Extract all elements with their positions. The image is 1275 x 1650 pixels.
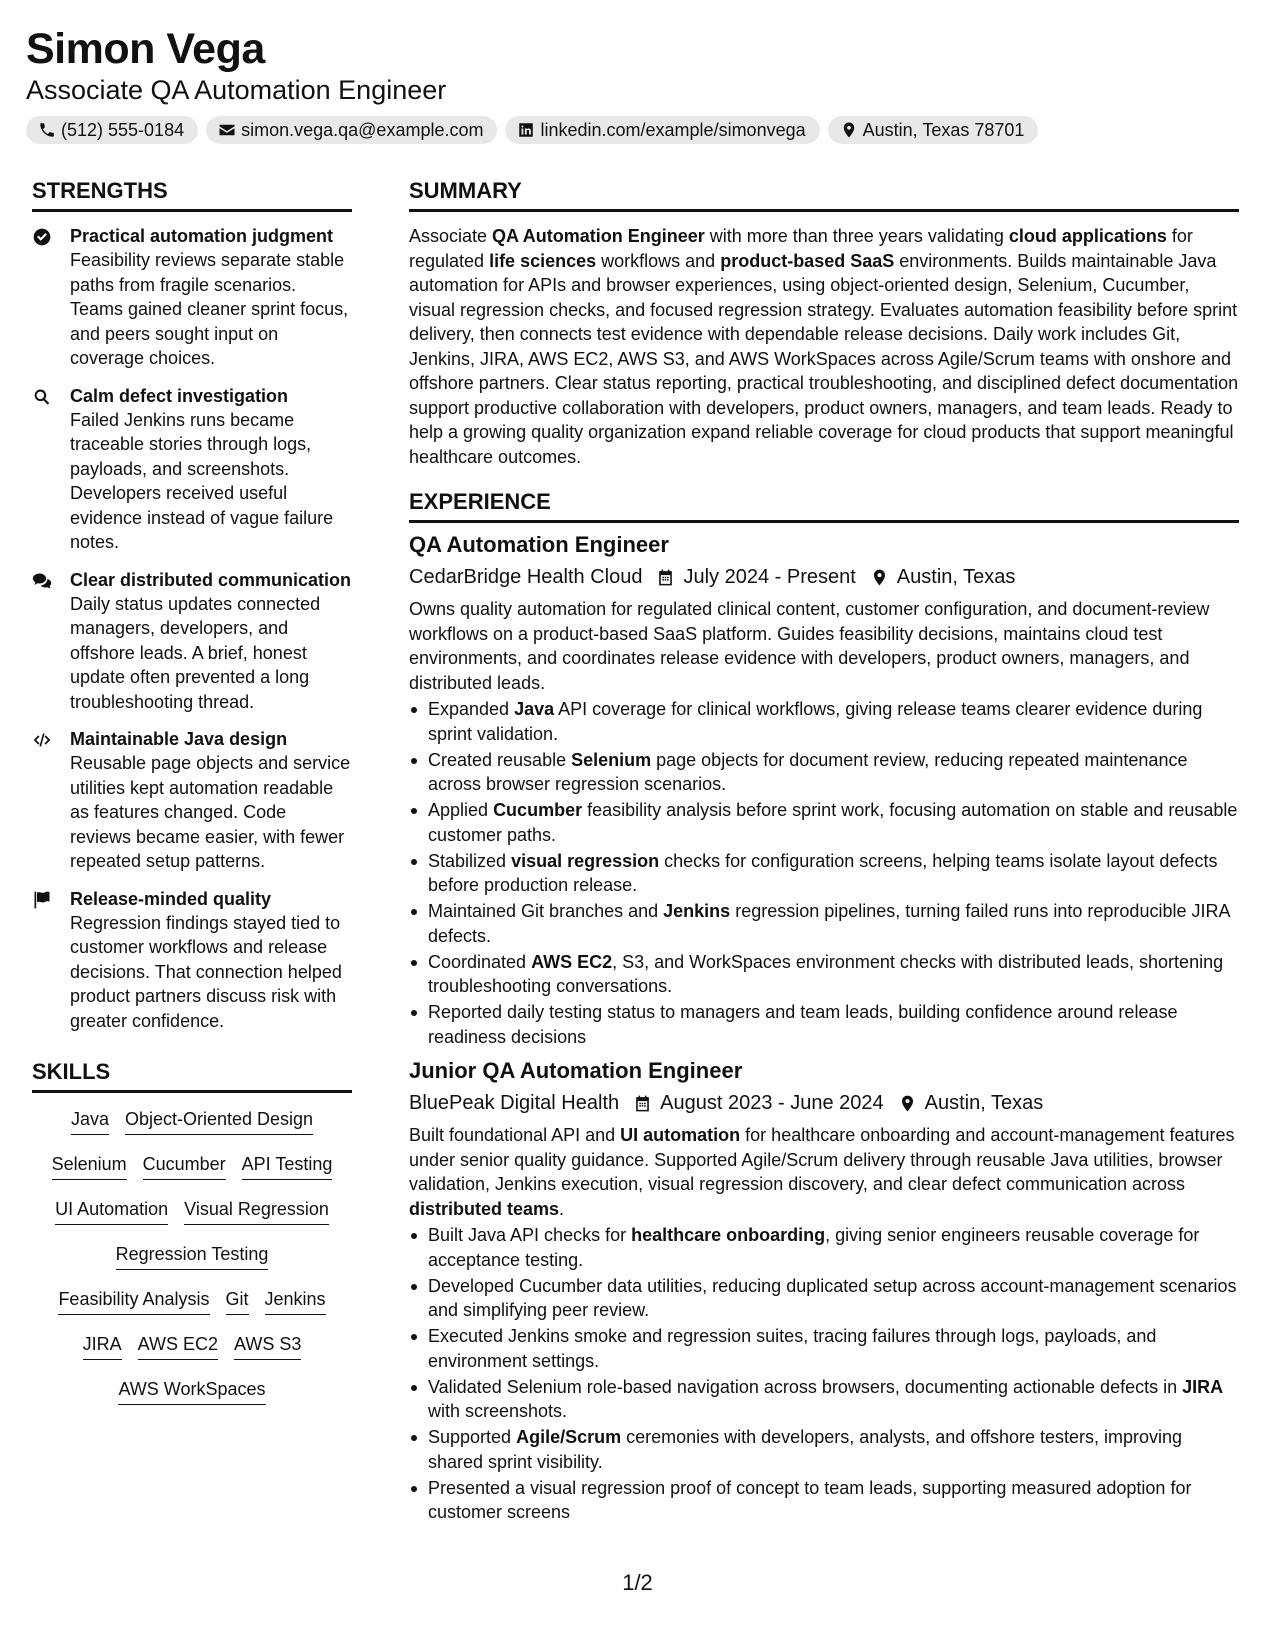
contact-linkedin-text: linkedin.com/example/simonvega — [540, 119, 806, 140]
skill-tag: Regression Testing — [116, 1242, 269, 1270]
job-dates: July 2024 - Present — [683, 566, 856, 588]
job-bullet: Developed Cucumber data utilities, reducing duplicated setup across account-management scenarios and simplifying peer review. — [409, 1274, 1239, 1323]
job-company: CedarBridge Health Cloud — [409, 566, 643, 588]
strength-title: Clear distributed communication — [70, 569, 352, 590]
contact-email[interactable] — [206, 116, 497, 144]
job-entry — [409, 1057, 1239, 1525]
skill-tag: Selenium — [52, 1152, 127, 1180]
experience-heading: EXPERIENCE — [409, 487, 1239, 523]
flag-icon — [32, 890, 52, 910]
skill-tag: Jenkins — [265, 1287, 326, 1315]
envelope-icon — [218, 121, 236, 139]
summary-text: Associate QA Automation Engineer with more than three years validating cloud applications for regulated life sciences workflows and product-based SaaS environments. Builds maintainable Java automation for APIs and browser experiences, using object-oriented design, Selenium, Cucumber, visual regression checks, and focused regression strategy. Evaluates automation feasibility before sprint delivery, then connects test evidence with dependable release decisions. Daily work includes Git, Jenkins, JIRA, AWS EC2, AWS S3, and AWS WorkSpaces across Agile/Scrum teams with onshore and offshore partners. Clear status reporting, practical troubleshooting, and disciplined defect documentation support productive collaboration with developers, product owners, managers, and team leads. Ready to help a growing quality organization expand reliable coverage for cloud products that support meaningful healthcare outcomes. — [409, 226, 1239, 467]
skill-tag: Visual Regression — [184, 1197, 329, 1225]
candidate-name: Simon Vega — [26, 25, 265, 73]
skill-tag: AWS WorkSpaces — [118, 1377, 265, 1405]
skill-row — [32, 1377, 352, 1422]
strength-desc: Reusable page objects and service utilities kept automation readable as features changed. Code reviews became easier, with fewer repeated setup patterns. — [70, 753, 351, 871]
job-location: Austin, Texas — [924, 1092, 1044, 1114]
calendar-icon — [656, 568, 675, 587]
skill-tag: AWS S3 — [234, 1332, 301, 1360]
bold-keyword: visual regression — [511, 850, 660, 871]
strength-desc: Regression findings stayed tied to customer workflows and release decisions. That connection helped product partners discuss risk with greater confidence. — [70, 912, 342, 1031]
search-icon — [32, 387, 52, 407]
linkedin-icon — [517, 121, 535, 139]
check-circle-icon — [32, 227, 52, 247]
strength-desc: Failed Jenkins runs became traceable stories through logs, payloads, and screenshots. Developers received useful evidence instead of vague failure notes. — [70, 409, 334, 552]
bold-keyword: Jenkins — [663, 901, 731, 921]
bold-keyword: product-based SaaS — [720, 250, 895, 271]
bold-keyword: AWS EC2 — [531, 951, 613, 972]
strength-item — [32, 887, 352, 1034]
job-dates: August 2023 - June 2024 — [660, 1092, 884, 1114]
skill-row — [32, 1107, 352, 1152]
right-column — [409, 176, 1239, 1526]
summary-heading: SUMMARY — [409, 176, 1239, 212]
job-description: Owns quality automation for regulated clinical content, customer configuration, and document-review workflows on a product-based SaaS platform. Guides feasibility decisions, maintains cloud test environments, and coordinates release evidence with developers, product owners, managers, and distributed leads. — [409, 599, 1210, 693]
skill-row — [32, 1287, 352, 1332]
skill-row — [32, 1197, 352, 1242]
job-bullet: Stabilized visual regression checks for configuration screens, helping teams isolate layout defects before production release. — [409, 849, 1239, 898]
strength-desc: Feasibility reviews separate stable paths from fragile scenarios. Teams gained cleaner sprint focus, and peers sought input on coverage choices. — [70, 250, 349, 368]
map-pin-icon — [840, 121, 858, 139]
resume-header — [26, 22, 1246, 144]
bold-keyword: QA Automation Engineer — [492, 226, 705, 246]
strengths-heading: STRENGTHS — [32, 176, 352, 212]
contact-email-text: simon.vega.qa@example.com — [241, 119, 484, 140]
skill-tag: Git — [226, 1287, 249, 1315]
code-icon — [32, 730, 52, 750]
job-location: Austin, Texas — [896, 566, 1016, 588]
job-bullets — [409, 1223, 1239, 1525]
skills-heading: SKILLS — [32, 1057, 352, 1093]
skill-row — [32, 1152, 352, 1197]
skill-tag: API Testing — [242, 1152, 333, 1180]
job-title: Junior QA Automation Engineer — [409, 1058, 743, 1083]
contact-location — [828, 116, 1039, 144]
skill-tag: Object-Oriented Design — [125, 1107, 313, 1135]
job-entry — [409, 531, 1239, 1049]
strength-title: Maintainable Java design — [70, 729, 288, 749]
skill-tag: UI Automation — [55, 1197, 168, 1225]
strength-item — [32, 727, 352, 874]
skill-tag: Cucumber — [143, 1152, 226, 1180]
bold-keyword: JIRA — [1182, 1376, 1224, 1397]
job-bullet: Created reusable Selenium page objects for document review, reducing repeated maintenance across browser regression scenarios. — [409, 748, 1239, 797]
job-bullet: Reported daily testing status to managers and team leads, building confidence around release readiness decisions — [409, 1000, 1239, 1049]
job-meta — [409, 1089, 1239, 1117]
contact-phone[interactable] — [26, 116, 198, 144]
job-bullet: Executed Jenkins smoke and regression suites, tracing failures through logs, payloads, and environment settings. — [409, 1324, 1239, 1373]
strength-item — [32, 568, 352, 715]
calendar-icon — [633, 1094, 652, 1113]
skills-section — [32, 1057, 352, 1422]
page-number: 1/2 — [622, 1570, 653, 1595]
bold-keyword: Selenium — [571, 749, 652, 770]
job-bullet: Supported Agile/Scrum ceremonies with developers, analysts, and offshore testers, improving shared sprint visibility. — [409, 1425, 1239, 1474]
strength-item — [32, 224, 352, 371]
bold-keyword: Java — [514, 699, 555, 719]
strength-title: Practical automation judgment — [70, 226, 334, 246]
bold-keyword: Cucumber — [493, 800, 583, 820]
job-bullet: Coordinated AWS EC2, S3, and WorkSpaces environment checks with distributed leads, shortening troubleshooting conversations. — [409, 950, 1239, 999]
job-title: QA Automation Engineer — [409, 532, 669, 557]
job-meta — [409, 563, 1239, 591]
map-pin-icon — [870, 568, 889, 587]
bold-keyword: distributed teams — [409, 1198, 560, 1219]
job-description: Built foundational API and UI automation for healthcare onboarding and account-management features under senior quality guidance. Supported Agile/Scrum delivery through reusable Java utilities, browser validation, Jenkins execution, visual regression discovery, and clear defect communication across distributed teams. — [409, 1125, 1235, 1219]
skill-row — [32, 1332, 352, 1377]
contact-location-text: Austin, Texas 78701 — [862, 119, 1025, 140]
bold-keyword: cloud applications — [1008, 226, 1167, 246]
skill-tag: AWS EC2 — [138, 1332, 218, 1360]
bold-keyword: healthcare onboarding — [631, 1225, 826, 1245]
job-company: BluePeak Digital Health — [409, 1092, 620, 1114]
comments-icon — [32, 571, 52, 591]
skill-row — [32, 1242, 352, 1287]
job-bullet: Built Java API checks for healthcare onboarding, giving senior engineers reusable coverage for acceptance testing. — [409, 1223, 1239, 1272]
job-bullet: Presented a visual regression proof of concept to team leads, supporting measured adoption for customer screens — [409, 1476, 1239, 1525]
strength-title: Calm defect investigation — [70, 385, 289, 406]
strength-item — [32, 384, 352, 555]
job-bullet: Expanded Java API coverage for clinical workflows, giving release teams clearer evidence during sprint validation. — [409, 697, 1239, 746]
job-bullets — [409, 697, 1239, 1049]
contact-phone-text: (512) 555-0184 — [61, 119, 185, 140]
skill-tag: JIRA — [83, 1332, 122, 1360]
bold-keyword: Agile/Scrum — [516, 1427, 622, 1447]
contact-bar — [26, 116, 1246, 144]
candidate-title: Associate QA Automation Engineer — [26, 75, 447, 105]
bold-keyword: UI automation — [620, 1125, 741, 1145]
bold-keyword: life sciences — [489, 250, 597, 271]
job-bullet: Applied Cucumber feasibility analysis before sprint work, focusing automation on stable and reusable customer paths. — [409, 798, 1239, 847]
map-pin-icon — [898, 1094, 917, 1113]
job-bullet: Maintained Git branches and Jenkins regression pipelines, turning failed runs into reproducible JIRA defects. — [409, 899, 1239, 948]
strength-title: Release-minded quality — [70, 888, 272, 909]
phone-icon — [38, 121, 56, 139]
job-bullet: Validated Selenium role-based navigation across browsers, documenting actionable defects in JIRA with screenshots. — [409, 1375, 1239, 1424]
strength-desc: Daily status updates connected managers, developers, and offshore leads. A brief, honest update often prevented a long troubleshooting thread. — [70, 593, 321, 712]
skill-tag: Java — [71, 1107, 109, 1135]
left-column — [32, 176, 352, 1422]
contact-linkedin[interactable] — [505, 116, 819, 144]
skill-tag: Feasibility Analysis — [58, 1287, 209, 1315]
